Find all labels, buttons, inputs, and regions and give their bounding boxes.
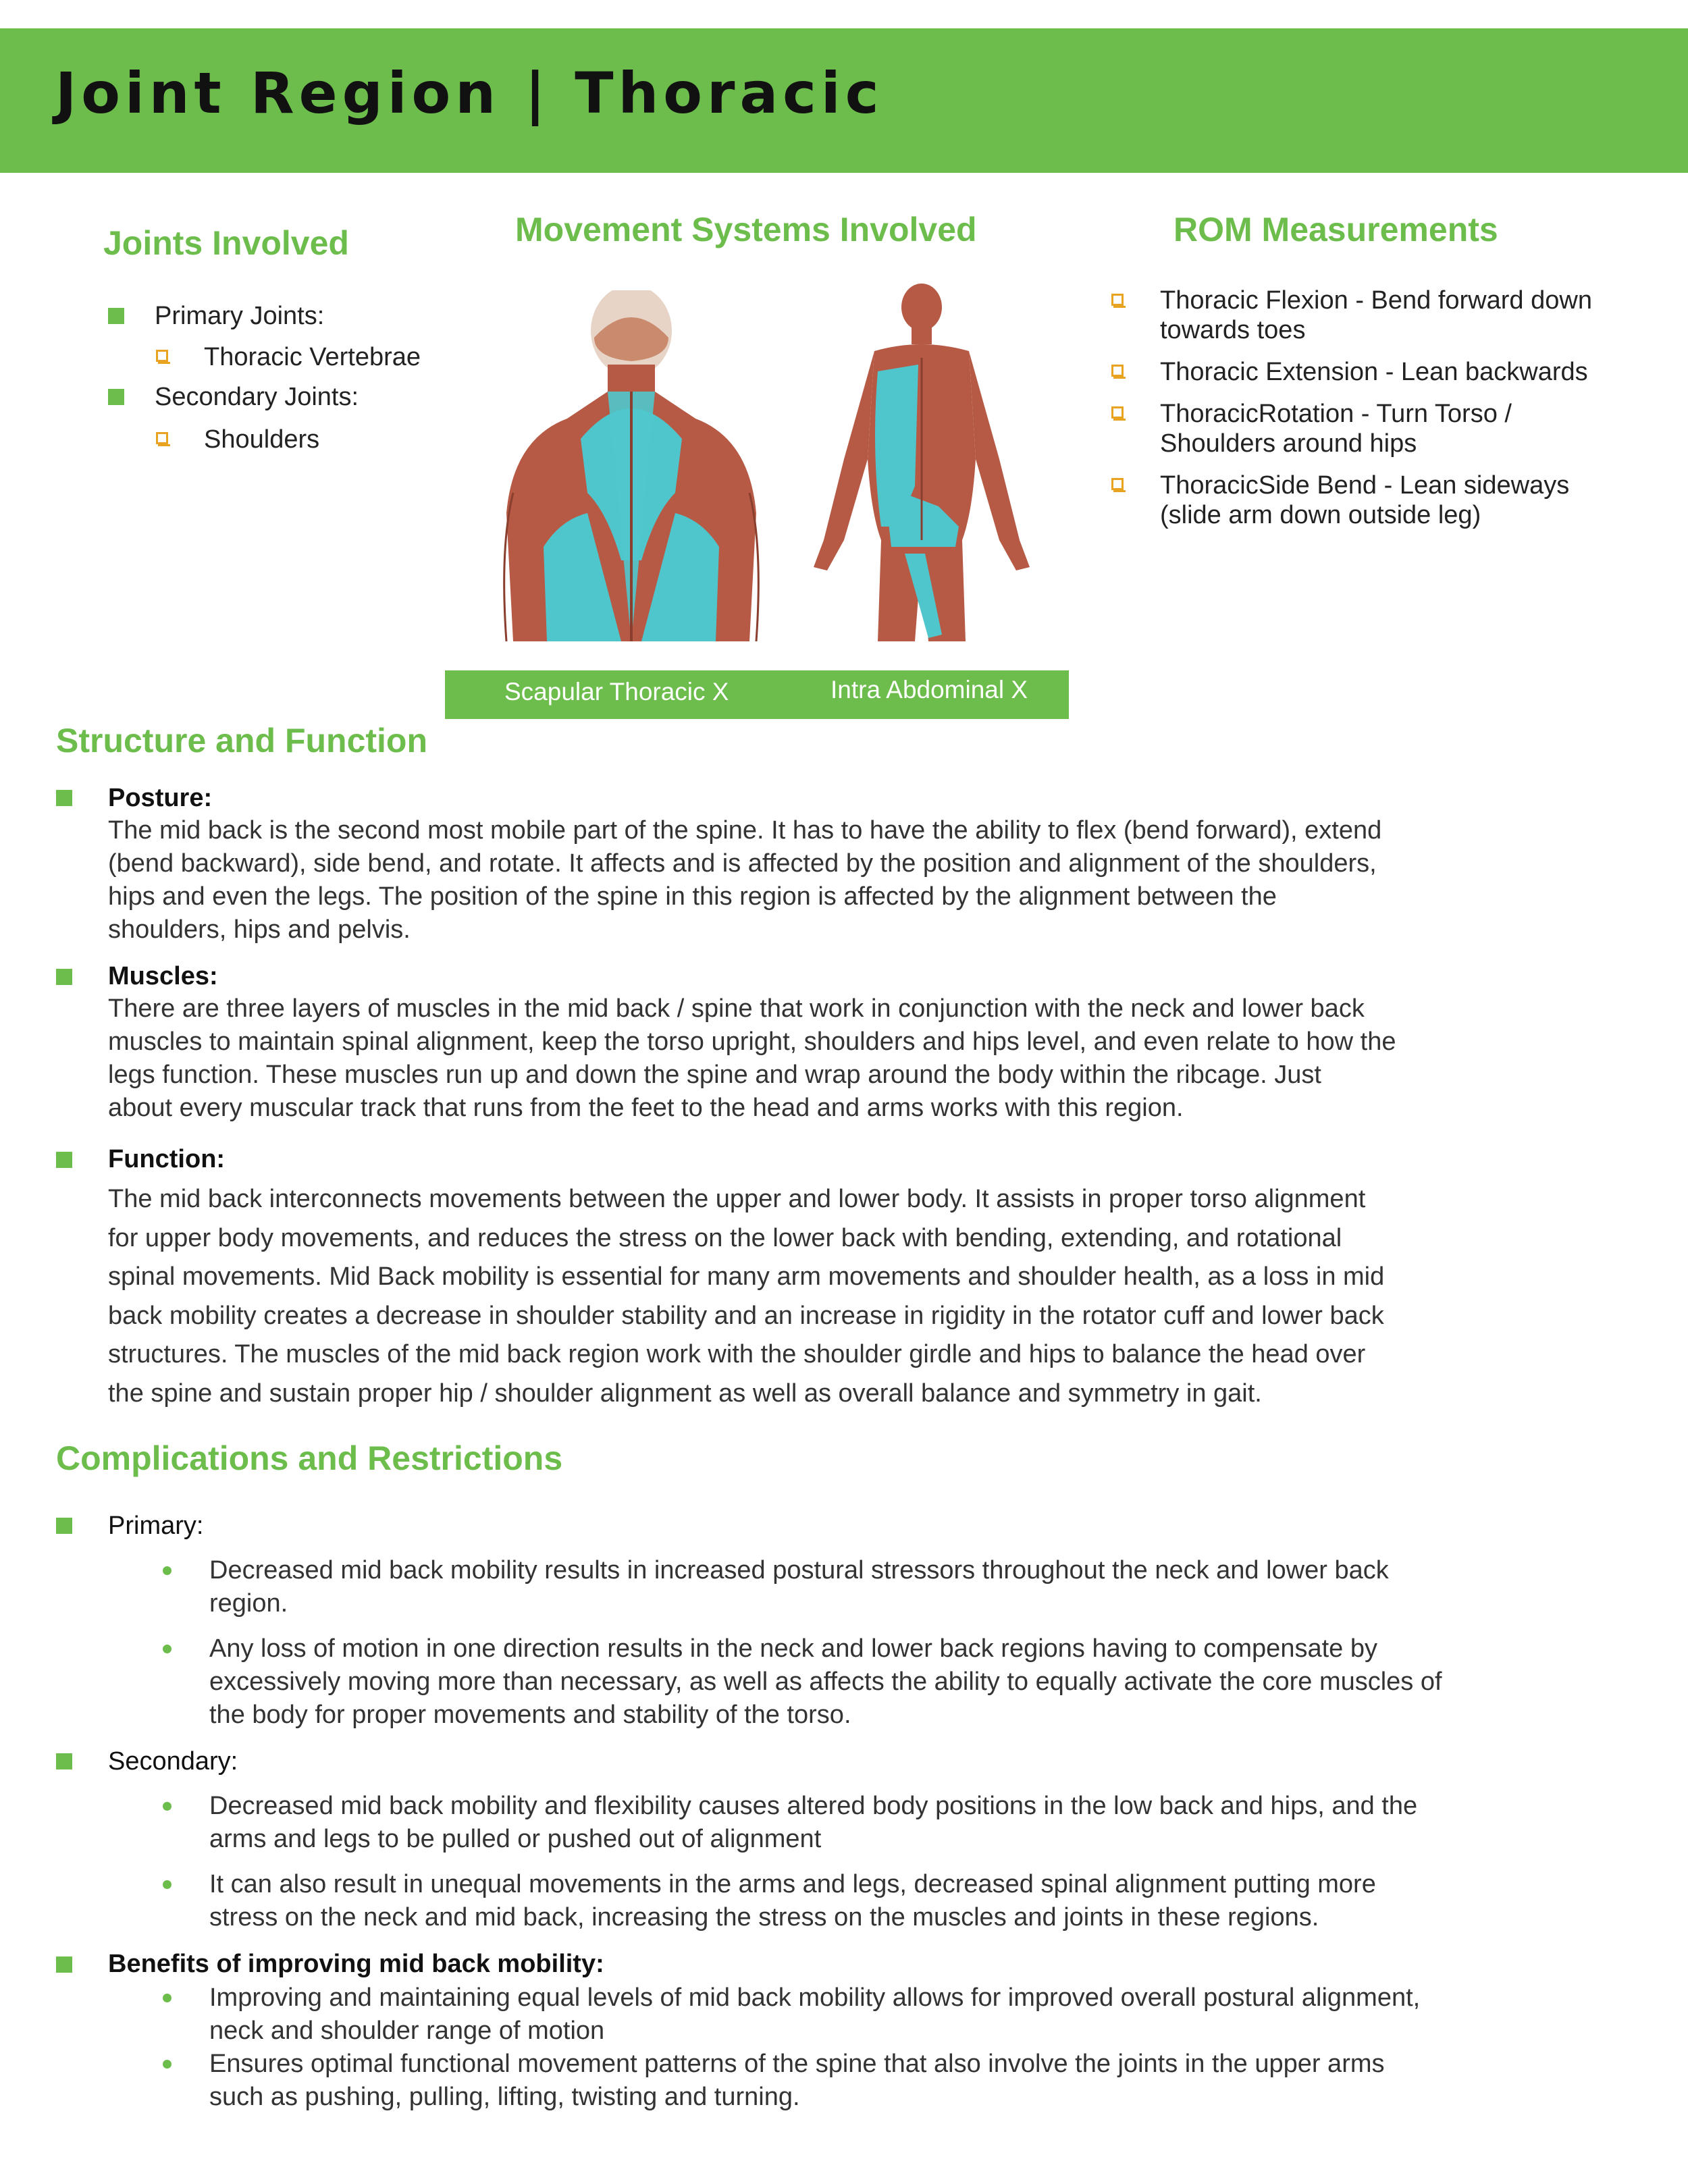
rom-item-side-bend: ThoracicSide Bend - Lean sideways <box>1160 471 1570 500</box>
primary-bullet-line: Decreased mid back mobility results in increased postural stressors throughout the neck and lower back <box>209 1556 1389 1584</box>
function-line: back mobility creates a decrease in shoulder stability and an increase in rigidity in the rotator cuff and lower back <box>108 1302 1384 1330</box>
bullet-dot <box>163 1566 172 1575</box>
back-anatomy-image <box>486 290 783 641</box>
primary-label: Primary: <box>108 1512 204 1540</box>
checkbox-icon <box>1111 365 1124 377</box>
rom-heading: ROM Measurements <box>1173 211 1498 248</box>
rom-item-side-bend-cont: (slide arm down outside leg) <box>1160 501 1481 529</box>
movement-heading: Movement Systems Involved <box>515 211 977 248</box>
caption-intra-abdominal: Intra Abdominal X <box>830 676 1028 703</box>
bullet-square <box>56 1152 72 1168</box>
benefits-bullet-line: Improving and maintaining equal levels of mid back mobility allows for improved overall postural alignment, <box>209 1983 1421 2012</box>
posture-line: The mid back is the second most mobile part of the spine. It has to have the ability to flex (bend forward), extend <box>108 816 1382 845</box>
structure-heading: Structure and Function <box>56 722 427 760</box>
secondary-bullet-line: It can also result in unequal movements in the arms and legs, decreased spinal alignment putting more <box>209 1870 1376 1898</box>
bullet-dot <box>163 1880 172 1889</box>
complications-heading: Complications and Restrictions <box>56 1439 563 1477</box>
primary-bullet-line: excessively moving more than necessary, as well as affects the ability to equally activate the core muscles of <box>209 1668 1442 1696</box>
bullet-square <box>108 389 124 405</box>
function-line: for upper body movements, and reduces the stress on the lower back with bending, extending, and rotational <box>108 1224 1342 1252</box>
primary-bullet-line: region. <box>209 1589 288 1618</box>
muscles-label: Muscles: <box>108 962 218 990</box>
bullet-dot <box>163 1802 172 1811</box>
secondary-joints-label: Secondary Joints: <box>155 383 359 411</box>
rom-item-rotation-cont: Shoulders around hips <box>1160 429 1417 458</box>
muscles-line: muscles to maintain spinal alignment, keep the torso upright, shoulders and hips level, and even relate to how the <box>108 1028 1396 1056</box>
muscles-line: about every muscular track that runs from the feet to the head and arms works with this region. <box>108 1094 1184 1122</box>
page-title: Joint Region | Thoracic <box>55 60 884 126</box>
secondary-joint-item: Shoulders <box>204 425 320 454</box>
bullet-dot <box>163 2060 172 2069</box>
rom-item-rotation: ThoracicRotation - Turn Torso / <box>1160 400 1512 428</box>
posture-label: Posture: <box>108 784 213 812</box>
bullet-square <box>56 1518 72 1534</box>
front-anatomy-image <box>803 284 1047 641</box>
posture-line: hips and even the legs. The position of the spine in this region is affected by the alignment between the <box>108 882 1277 911</box>
rom-item-extension: Thoracic Extension - Lean backwards <box>1160 358 1588 386</box>
primary-joint-item: Thoracic Vertebrae <box>204 343 421 371</box>
posture-line: shoulders, hips and pelvis. <box>108 915 411 944</box>
primary-bullet-line: Any loss of motion in one direction results in the neck and lower back regions having to compensate by <box>209 1634 1377 1663</box>
checkbox-icon <box>1111 294 1124 306</box>
muscles-line: There are three layers of muscles in the mid back / spine that work in conjunction with the neck and lower back <box>108 994 1365 1023</box>
function-label: Function: <box>108 1145 226 1173</box>
bullet-square <box>56 790 72 806</box>
function-line: the spine and sustain proper hip / shoulder alignment as well as overall balance and symmetry in gait. <box>108 1379 1262 1408</box>
benefits-bullet-line: neck and shoulder range of motion <box>209 2017 605 2045</box>
joints-heading: Joints Involved <box>103 224 349 262</box>
rom-item-flexion-cont: towards toes <box>1160 316 1306 344</box>
bullet-square <box>56 969 72 985</box>
bullet-dot <box>163 1994 172 2002</box>
checkbox-icon <box>1111 406 1124 419</box>
checkbox-icon <box>156 432 168 444</box>
bullet-square <box>108 308 124 324</box>
function-line: spinal movements. Mid Back mobility is essential for many arm movements and shoulder health, as a loss in mid <box>108 1262 1385 1291</box>
function-line: The mid back interconnects movements between the upper and lower body. It assists in proper torso alignment <box>108 1185 1366 1213</box>
secondary-bullet-line: arms and legs to be pulled or pushed out of alignment <box>209 1825 822 1853</box>
checkbox-icon <box>156 350 168 362</box>
bullet-dot <box>163 1645 172 1653</box>
secondary-bullet-line: Decreased mid back mobility and flexibility causes altered body positions in the low back and hips, and the <box>209 1792 1418 1820</box>
secondary-bullet-line: stress on the neck and mid back, increasing the stress on the muscles and joints in these regions. <box>209 1903 1319 1932</box>
benefits-bullet-line: Ensures optimal functional movement patterns of the spine that also involve the joints in the upper arms <box>209 2050 1385 2078</box>
benefits-bullet-line: such as pushing, pulling, lifting, twisting and turning. <box>209 2083 800 2111</box>
caption-scapular-thoracic: Scapular Thoracic X <box>504 678 729 705</box>
posture-line: (bend backward), side bend, and rotate. It affects and is affected by the position and alignment of the shoulders, <box>108 849 1377 878</box>
checkbox-icon <box>1111 478 1124 490</box>
function-line: structures. The muscles of the mid back region work with the shoulder girdle and hips to balance the head over <box>108 1340 1366 1368</box>
secondary-label: Secondary: <box>108 1747 238 1776</box>
benefits-label: Benefits of improving mid back mobility: <box>108 1950 604 1978</box>
primary-joints-label: Primary Joints: <box>155 302 325 330</box>
bullet-square <box>56 1753 72 1769</box>
primary-bullet-line: the body for proper movements and stability of the torso. <box>209 1701 851 1729</box>
rom-item-flexion: Thoracic Flexion - Bend forward down <box>1160 286 1592 315</box>
muscles-line: legs function. These muscles run up and down the spine and wrap around the body within the ribcage. Just <box>108 1061 1321 1089</box>
bullet-square <box>56 1956 72 1973</box>
